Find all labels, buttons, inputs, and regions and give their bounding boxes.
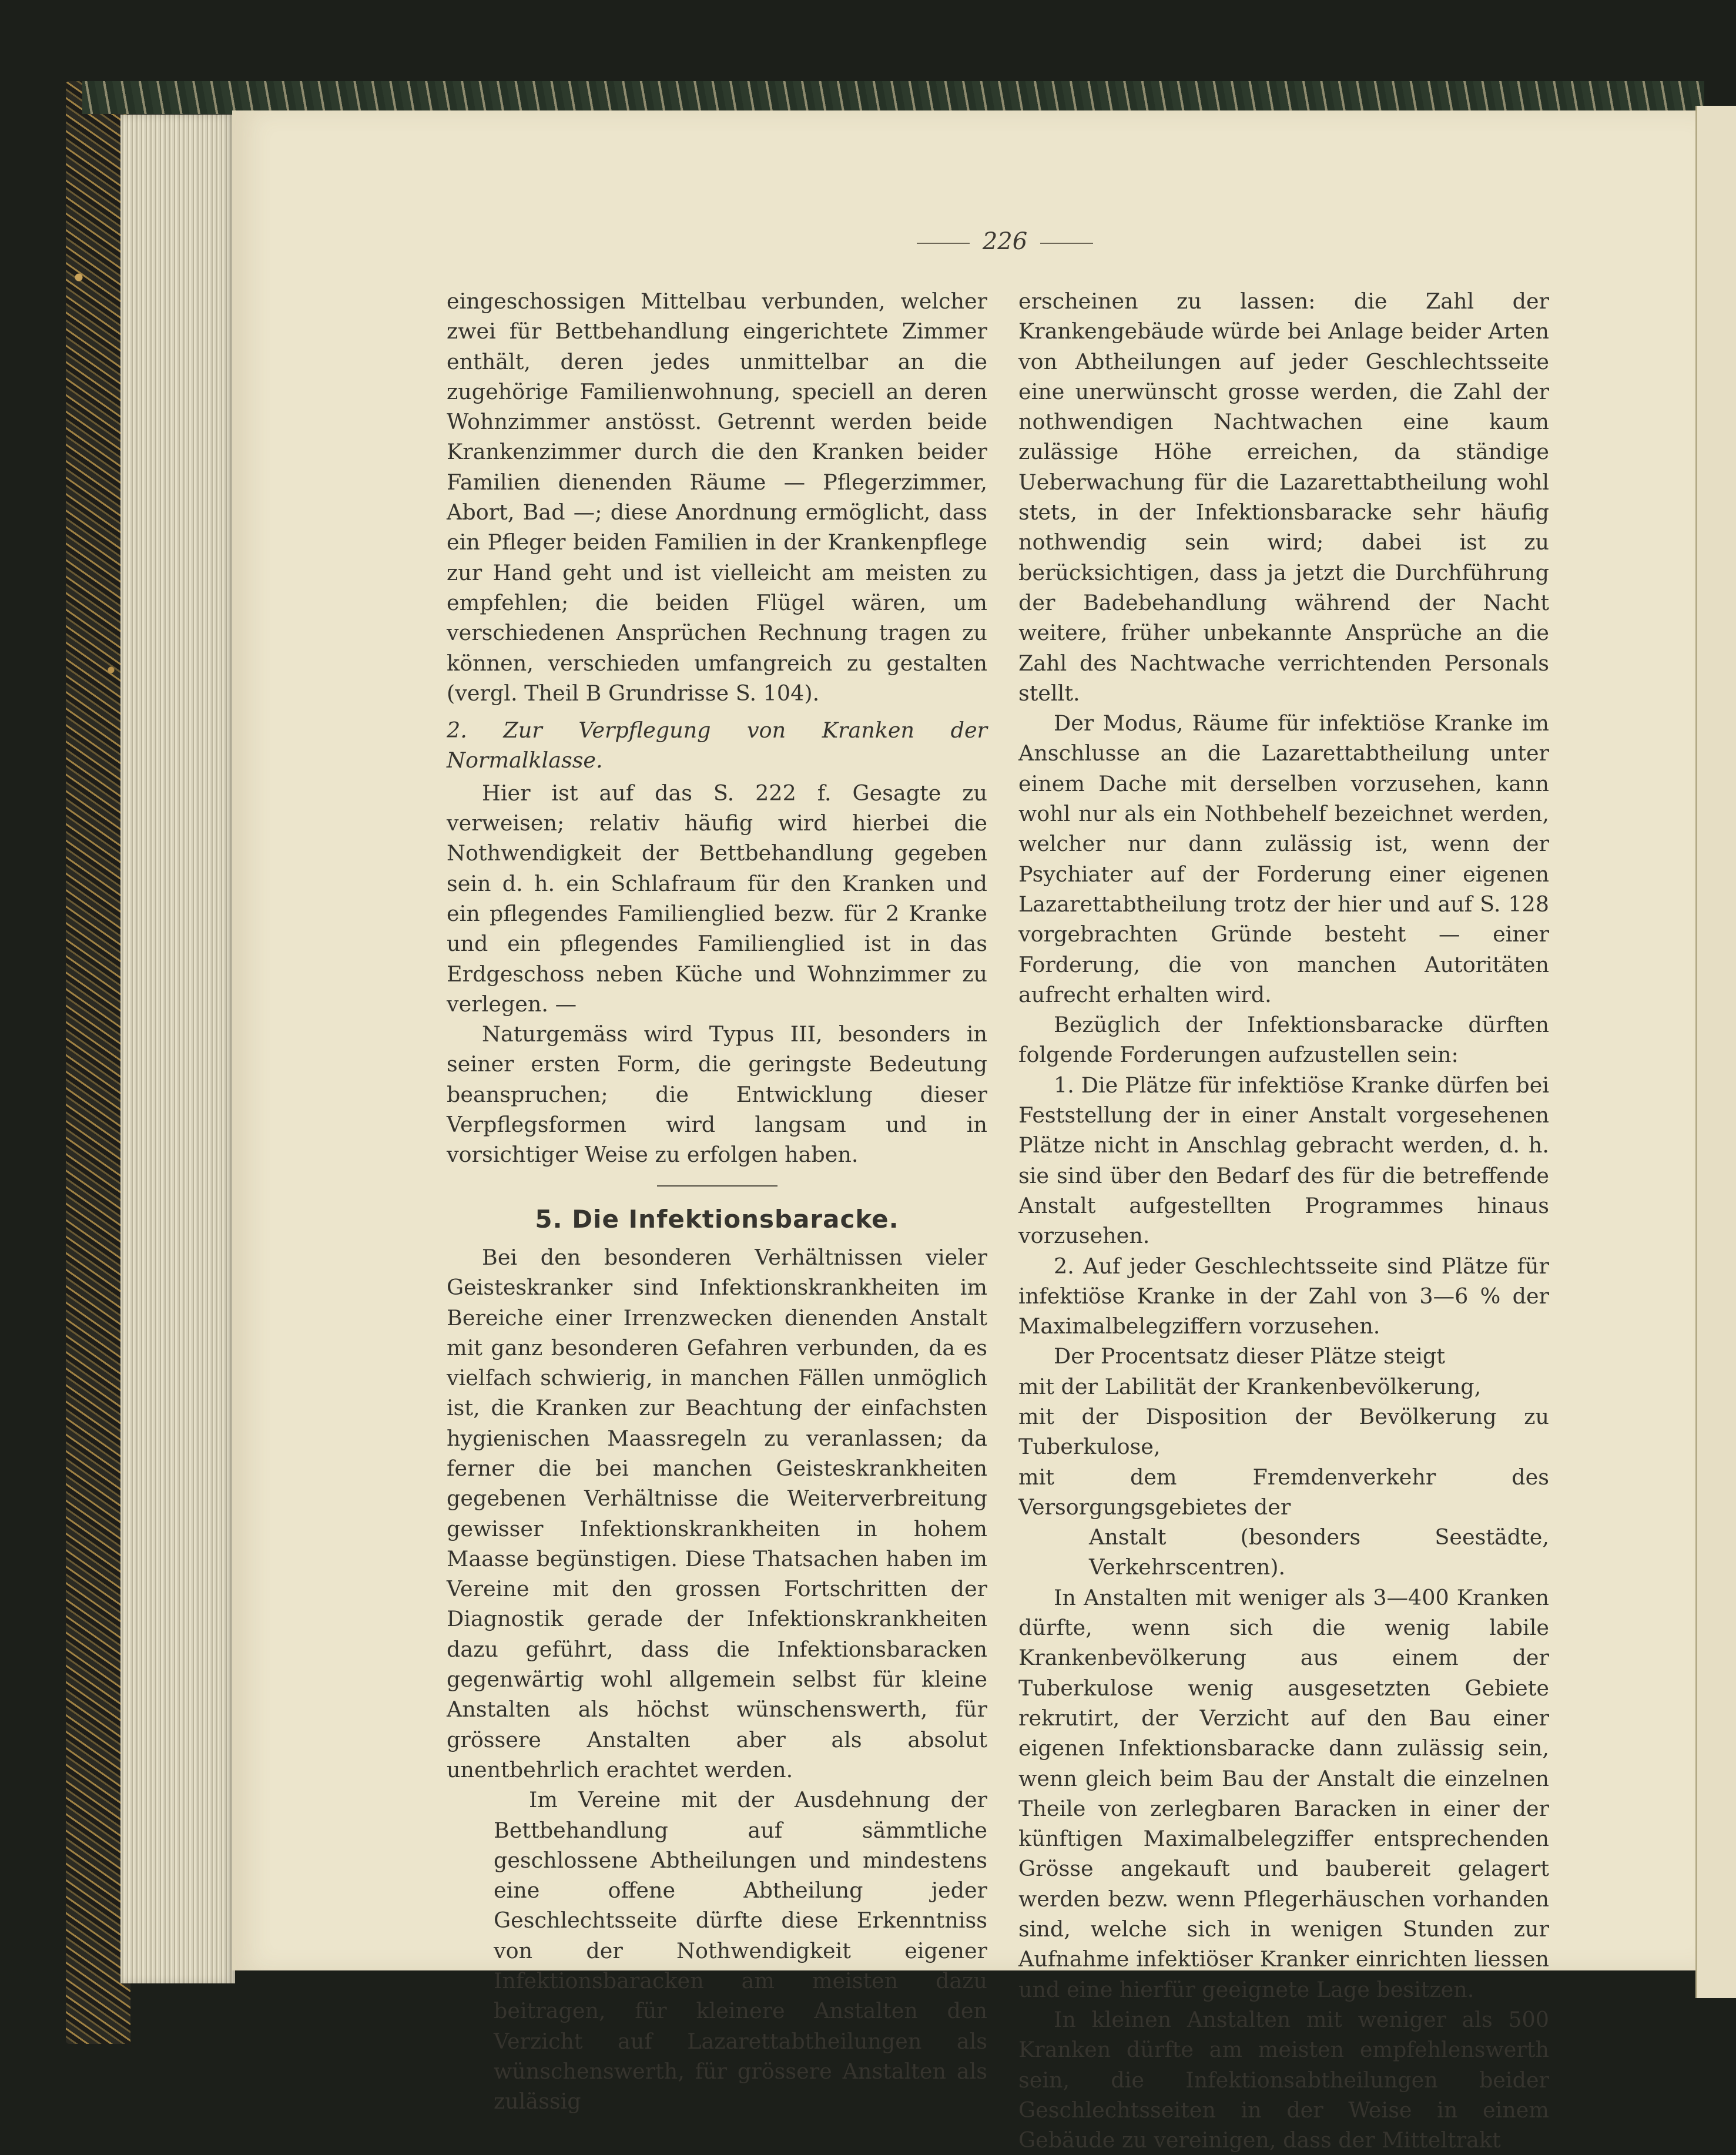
procentsatz-line-3: mit der Disposition der Bevölkerung zu Tuberkulose, [1018,1403,1549,1460]
right-paragraph-5: In kleinen Anstalten mit weniger als 500 Kranken dürfte am meisten empfehlenswerth sein, die Infektionsabtheilungen beider Geschlechtsseiten in der Weise in einem Gebäude zu vereinigen, dass der Mitteltrakt [1018,2006,1549,2153]
left-paragraph-4: Bei den besonderen Verhältnissen vieler Geisteskranker sind Infektionskrankheiten im Bereiche einer Irrenzwecken dienenden Anstalt mit ganz besonderen Gefahren verbunden, da es vielfach schwierig, in manchen Fällen unmöglich ist, die Kranken zur Beachtung der einfachsten hygienischen Maassregeln zu veranlassen; da ferner die bei manchen Geisteskrankheiten gegebenen Verhältnisse die Weiterverbreitung gewisser Infektionskrankheiten in hohem Maasse begünstigen. Diese Thatsachen haben im Vereine mit den grossen Fortschritten der Diagnostik gerade der Infektionskrankheiten dazu geführt, dass die Infektionsbaracken gegenwärtig wohl allgemein selbst für kleine Anstalten als höchst wünschenswerth, für grössere Anstalten aber als absolut unentbehrlich erachtet werden. [447,1244,987,1782]
book-spine-edge [82,81,1704,114]
right-paragraph-3: Bezüglich der Infektionsbaracke dürften folgende Forderungen aufzustellen sein: [1018,1012,1549,1068]
left-paragraph-3: Naturgemäss wird Typus III, besonders in seiner ersten Form, die geringste Bedeutung beanspruchen; die Entwicklung dieser Verpflegsformen wird langsam und in vorsichtiger Weise zu erfolgen haben. [447,1021,987,1168]
procentsatz-line-4: mit dem Fremdenverkehr des Versorgungsgebietes der [1018,1464,1549,1520]
right-paragraph-4: In Anstalten mit weniger als 3—400 Kranken dürfte, wenn sich die wenig labile Krankenbevölkerung aus einem der Tuberkulose wenig ausgesetzten Gebiete rekrutirt, der Verzicht auf den Bau einer eigenen Infektionsbaracke dann zulässig sein, wenn gleich beim Bau der Anstalt die einzelnen Theile von zerlegbaren Baracken in einer der künftigen Maximalbelegziffer entsprechenden Grösse angekauft und baubereit gelagert werden bezw. wenn Pflegerhäuschen vorhanden sind, welche sich in wenigen Stunden zur Aufnahme infektiöser Kranker einrichten liessen und eine hierfür geeignete Lage besitzen. [1018,1584,1549,2002]
left-paragraph-5: Im Vereine mit der Ausdehnung der Bettbehandlung auf sämmtliche geschlossene Abtheilungen und mindestens eine offene Abtheilung jeder Geschlechtsseite dürfte diese Erkenntniss von der Nothwendigkeit eigener Infektionsbaracken am meisten dazu beitragen, für kleinere Anstalten den Verzicht auf Lazarettabtheilungen als wünschenswerth, für grössere Anstalten als zulässig [494,1787,987,2114]
left-column [447,286,987,2117]
right-paragraph-1: erscheinen zu lassen: die Zahl der Krankengebäude würde bei Anlage beider Arten von Abtheilungen auf jeder Geschlechtsseite eine unerwünscht grosse werden, die Zahl der nothwendigen Nachtwachen eine kaum zulässige Höhe erreichen, da ständige Ueberwachung für die Lazarettabtheilung wohl stets, in der Infektionsbaracke sehr häufig nothwendig sein wird; dabei ist zu berücksichtigen, dass ja jetzt die Durchführung der Badebehandlung während der Nacht weitere, früher unbekannte Ansprüche an die Zahl des Nachtwache verrichtenden Personals stellt. [1018,289,1549,706]
section-divider [657,1185,777,1187]
subheading-normalklasse: 2. Zur Verpflegung von Kranken der Normalklasse. [447,718,987,773]
header-rule-right [1040,243,1093,244]
list-item-1: 1. Die Plätze für infektiöse Kranke dürfen bei Feststellung der in einer Anstalt vorgesehenen Plätze nicht in Anschlag gebracht werden, d. h. sie sind über den Bedarf des für die betreffende Anstalt aufgestellten Programmes hinaus vorzusehen. [1018,1072,1549,1249]
page-header [882,228,1128,255]
procentsatz-line-2: mit der Labilität der Krankenbevölkerung, [1018,1373,1482,1399]
left-paragraph-1: eingeschossigen Mittelbau verbunden, welcher zwei für Bettbehandlung eingerichtete Zimmer enthält, deren jedes unmittelbar an die zugehörige Familienwohnung, speciell an deren Wohnzimmer anstösst. Getrennt werden beide Krankenzimmer durch die den Kranken beider Familien dienenden Räume — Pflegerzimmer, Abort, Bad —; diese Anordnung ermöglicht, dass ein Pfleger beiden Familien in der Krankenpflege zur Hand geht und ist vielleicht am meisten zu empfehlen; die beiden Flügel wären, um verschiedenen Ansprüchen Rechnung tragen zu können, verschieden umfangreich zu gestalten (vergl. Theil B Grundrisse S. 104). [447,289,987,706]
right-paragraph-2: Der Modus, Räume für infektiöse Kranke im Anschlusse an die Lazarettabtheilung unter einem Dache mit derselben vorzusehen, kann wohl nur als ein Nothbehelf bezeichnet werden, welcher nur dann zulässig ist, wenn der Psychiater auf der Forderung einer eigenen Lazarettabtheilung trotz der hier und auf S. 128 vorgebrachten Gründe besteht — einer Forderung, die von manchen Autoritäten aufrecht erhalten wird. [1018,710,1549,1007]
list-item-2: 2. Auf jeder Geschlechtsseite sind Plätze für infektiöse Kranke in der Zahl von 3—6 % der Maximalbelegziffern vorzusehen. [1018,1253,1549,1339]
procentsatz-line-5: Anstalt (besonders Seestädte, Verkehrscentren). [1089,1524,1549,1580]
header-rule-left [917,243,970,244]
right-column [1018,286,1549,2155]
section-title: 5. Die Infektionsbaracke. [535,1204,899,1234]
procentsatz-line-1: Der Procentsatz dieser Plätze steigt [1054,1343,1445,1369]
page-number: 226 [982,228,1028,255]
next-page-edge [1695,106,1736,1998]
left-paragraph-2: Hier ist auf das S. 222 f. Gesagte zu verweisen; relativ häufig wird hierbei die Nothwendigkeit der Bettbehandlung gegeben sein d. h. ein Schlafraum für den Kranken und ein pflegendes Familienglied bezw. für 2 Kranke und ein pflegendes Familienglied ist in das Erdgeschoss neben Küche und Wohnzimmer zu verlegen. — [447,780,987,1017]
page-edges-stack [120,115,235,1983]
